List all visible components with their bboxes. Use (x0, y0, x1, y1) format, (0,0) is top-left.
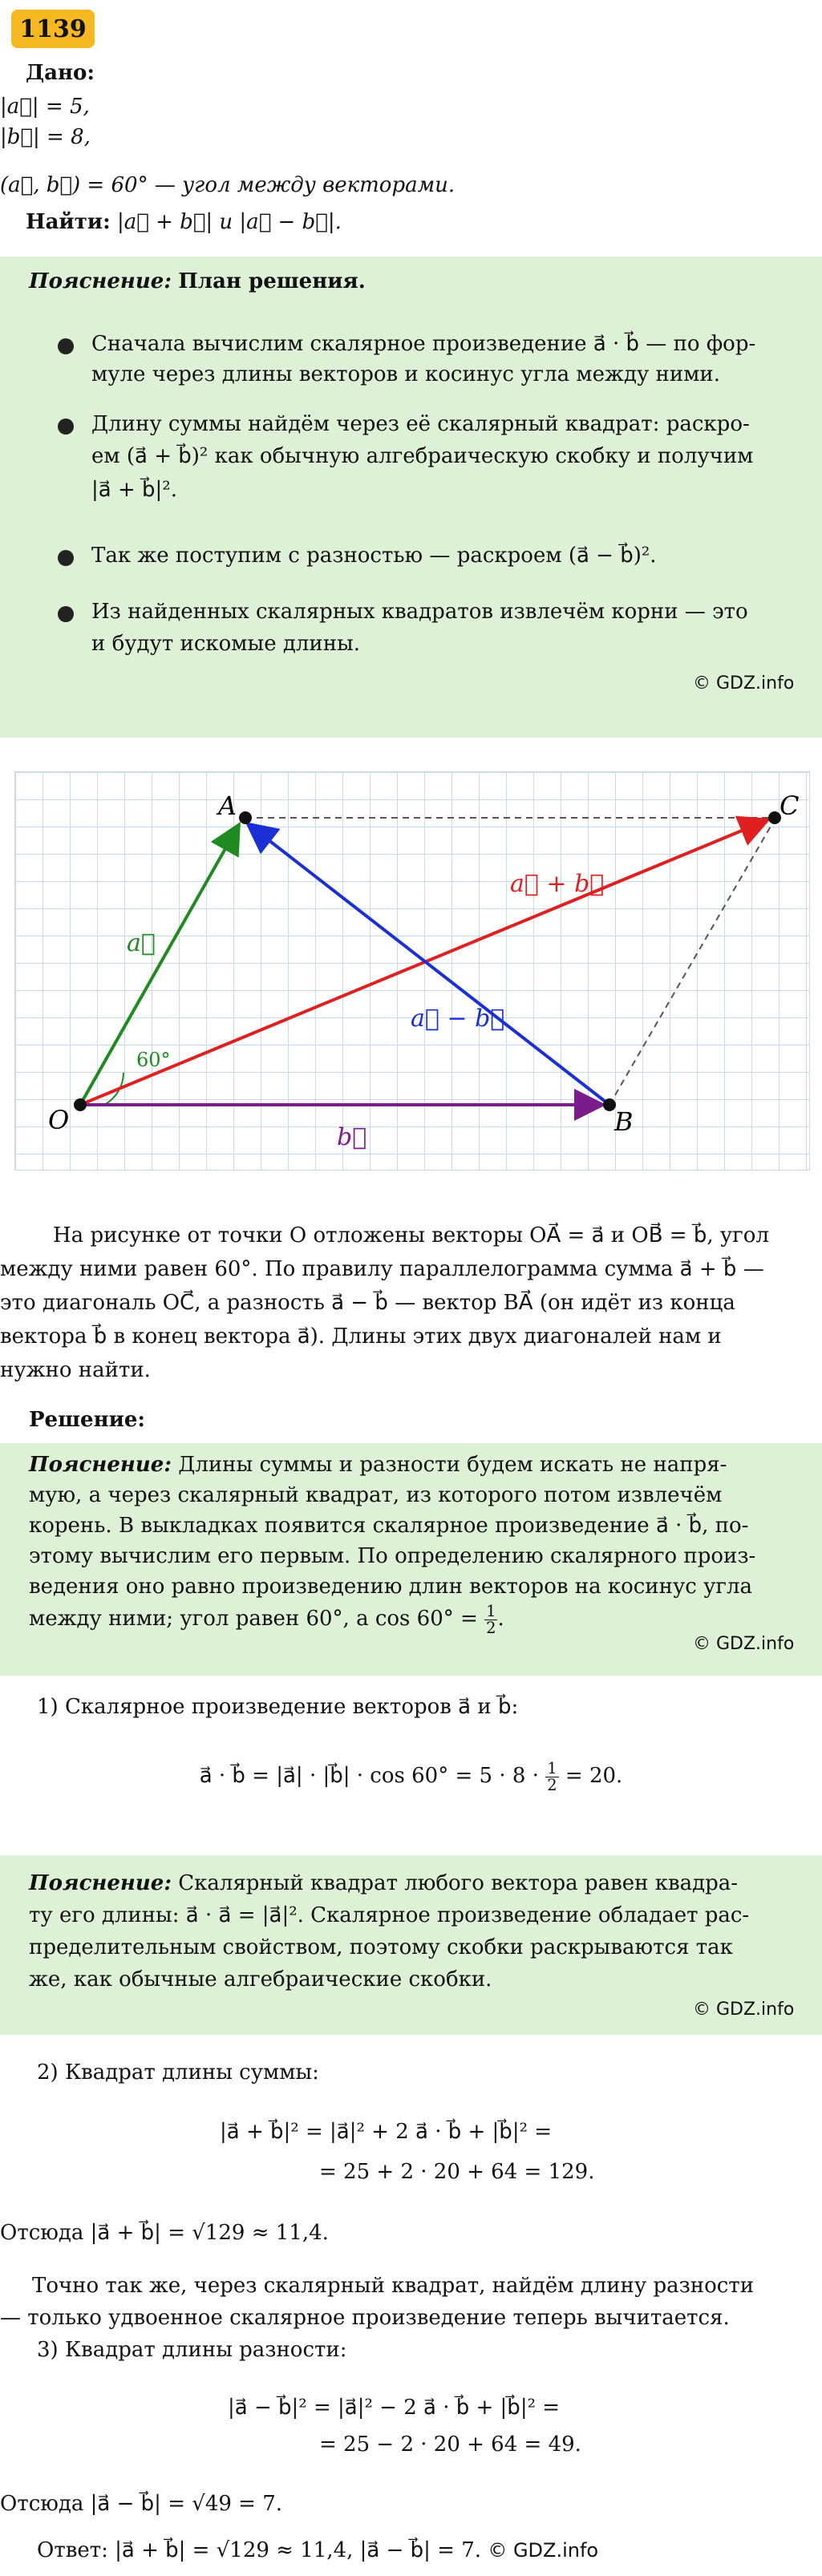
note1-line-3: корень. В выкладках появится скалярное произведение a⃗ · b⃗, по- (29, 1514, 749, 1538)
plan-bullet-4-line-1: Из найденных скалярных квадратов извлечём корни — это (91, 600, 748, 624)
step3-title: 3) Квадрат длины разности: (37, 2338, 347, 2362)
plan-explanation-label: Пояснение: (29, 269, 172, 293)
note2-line-4: же, как обычные алгебраические скобки. (29, 1967, 492, 1992)
step3-formula-1: |a⃗ − b⃗|² = |a⃗|² − 2 a⃗ · b⃗ + |b⃗|² = (228, 2396, 561, 2420)
note2-label: Пояснение: (29, 1871, 172, 1895)
vector-diff-arrow (250, 826, 609, 1105)
fraction-one-half: $\frac{1}{2}$ (547, 1759, 557, 1794)
note1-line-5: ведения оно равно произведению длин векторов на косинус угла (29, 1575, 753, 1599)
plan-bullet-4-line-2: и будут искомые длины. (91, 632, 361, 656)
note1-label: Пояснение: (29, 1453, 172, 1477)
answer-text: Ответ: |a⃗ + b⃗| = √129 ≈ 11,4, |a⃗ − b⃗| = 7. (37, 2538, 482, 2562)
copyright-text: © GDZ.info (693, 2000, 795, 2020)
transition-line-1: Точно так же, через скалярный квадрат, найдём длину разности (32, 2274, 755, 2298)
step2-title: 2) Квадрат длины суммы: (37, 2060, 319, 2085)
label-vec-sum: a⃗ + b⃗ (510, 870, 605, 898)
figure-text-line-4: вектора b⃗ в конец вектора a⃗). Длины этих двух диагоналей нам и (0, 1324, 722, 1349)
label-vec-a: a⃗ (127, 929, 156, 957)
plan-bullet-1-line-1: Сначала вычислим скалярное произведение a⃗ · b⃗ — по фор- (91, 332, 756, 356)
note2-line-2: ту его длины: a⃗ · a⃗ = |a⃗|². Скалярное произведение обладает рас- (29, 1903, 750, 1927)
given-line-3: (a⃗, b⃗) = 60° — угол между векторами. (0, 173, 456, 197)
given-line-2: |b⃗| = 8, (0, 125, 91, 149)
note1-line-4: этому вычислим его первым. По определению скалярного произ- (29, 1544, 756, 1568)
find-text: |a⃗ + b⃗| и |a⃗ − b⃗|. (116, 210, 342, 234)
plan-bullet-2-line-1: Длину суммы найдём через её скалярный квадрат: раскро- (91, 412, 750, 436)
label-angle: 60° (136, 1049, 171, 1071)
answer-copyright: © GDZ.info (488, 2539, 599, 2562)
plan-bullet-2-line-3: |a⃗ + b⃗|². (91, 478, 177, 502)
find-label: Найти: (26, 210, 111, 234)
step2-formula-1: |a⃗ + b⃗|² = |a⃗|² + 2 a⃗ · b⃗ + |b⃗|² = (220, 2120, 553, 2144)
plan-title: План решения. (178, 269, 366, 293)
plan-bullet-1-line-2: муле через длины векторов и косинус угла между ними. (91, 362, 721, 386)
vector-sum-arrow (80, 821, 765, 1105)
copyright-text: © GDZ.info (693, 673, 795, 694)
point-o (74, 1098, 87, 1111)
step3-formula-2: = 25 − 2 · 20 + 64 = 49. (319, 2432, 581, 2457)
problem-number: 1139 (19, 14, 87, 43)
note1-line-6: между ними; угол равен 60°, а cos 60° = $\frac{1}{2}$ . (29, 1602, 504, 1637)
given-line-1: |a⃗| = 5, (0, 95, 90, 119)
step2-formula-2: = 25 + 2 · 20 + 64 = 129. (319, 2160, 595, 2184)
given-label: Дано: (26, 61, 95, 85)
step1-title: 1) Скалярное произведение векторов a⃗ и b⃗: (37, 1695, 519, 1719)
figure-text-line-5: нужно найти. (0, 1358, 151, 1382)
figure-text-line-1: На рисунке от точки O отложены векторы OA⃗ = a⃗ и OB⃗ = b⃗, угол (53, 1223, 769, 1248)
solution-label: Решение: (29, 1408, 146, 1432)
note1-line-2: мую, а через скалярный квадрат, из которого потом извлечём (29, 1483, 723, 1507)
label-b: B (614, 1106, 634, 1137)
copyright-text: © GDZ.info (693, 1634, 795, 1654)
transition-line-2: — только удвоенное скалярное произведение теперь вычитается. (0, 2306, 730, 2330)
label-vec-b: b⃗ (337, 1123, 367, 1151)
plan-bullet-2-line-2: ем (a⃗ + b⃗)² как обычную алгебраическую скобку и получим (91, 444, 754, 468)
point-a (239, 811, 252, 824)
vector-figure (0, 0, 822, 1203)
label-vec-diff: a⃗ − b⃗ (411, 1005, 505, 1033)
plan-bullet-3-line-1: Так же поступим с разностью — раскроем (a⃗ − b⃗)². (91, 544, 657, 568)
step2-result: Отсюда |a⃗ + b⃗| = √129 ≈ 11,4. (0, 2221, 329, 2245)
label-o: O (48, 1105, 70, 1135)
note2-line-1: Пояснение: Скалярный квадрат любого вектора равен квадра- (29, 1871, 739, 1895)
note2-line-3: пределительным свойством, поэтому скобки раскрываются так (29, 1935, 733, 1959)
fraction-one-half: $\frac{1}{2}$ (486, 1602, 496, 1637)
figure-text-line-3: это диагональ OC⃗, а разность a⃗ − b⃗ — вектор BA⃗ (он идёт из конца (0, 1291, 735, 1315)
label-c: C (779, 791, 800, 821)
step1-formula: a⃗ · b⃗ = |a⃗| · |b⃗| · cos 60° = 5 · 8 · $\frac{1}{2}$ = 20. (199, 1759, 623, 1794)
label-a: A (218, 791, 237, 821)
step3-result: Отсюда |a⃗ − b⃗| = √49 = 7. (0, 2492, 283, 2516)
dashed-line-bc (609, 819, 775, 1105)
note1-line-1: Пояснение: Длины суммы и разности будем искать не напря- (29, 1453, 727, 1477)
figure-text-line-2: между ними равен 60°. По правилу параллелограмма сумма a⃗ + b⃗ — (0, 1257, 764, 1281)
answer-line (37, 2535, 598, 2566)
